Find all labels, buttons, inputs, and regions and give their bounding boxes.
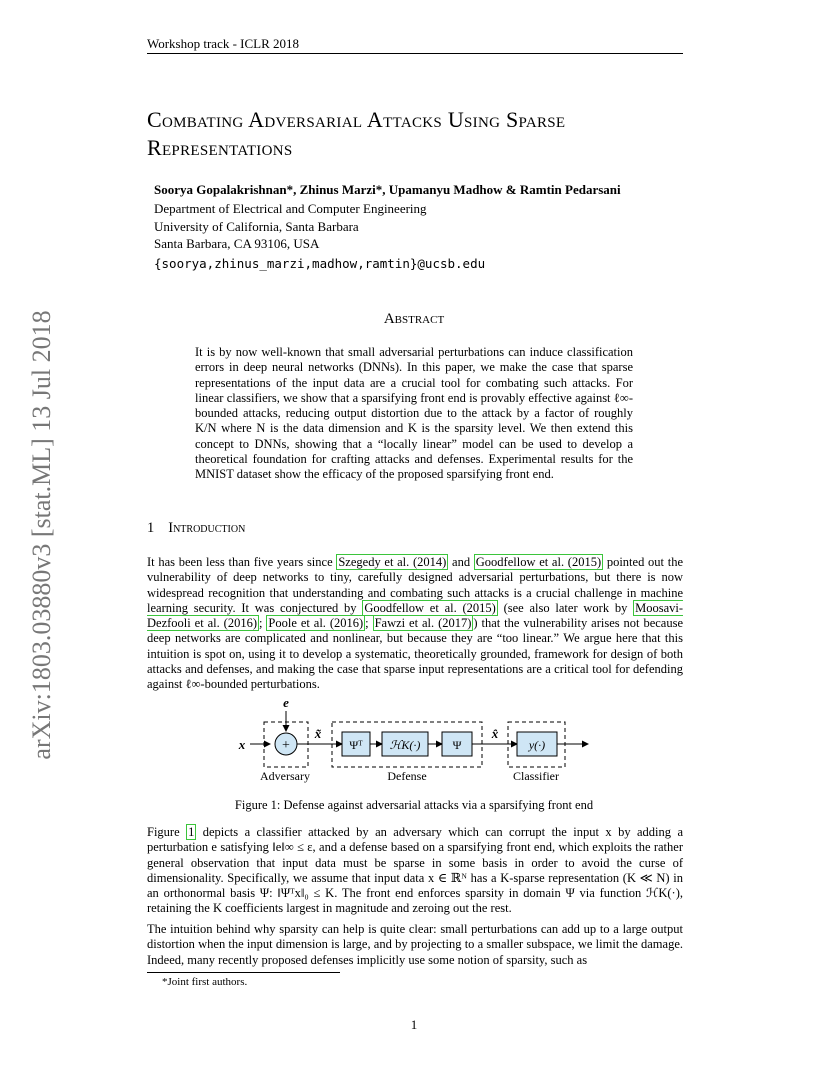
defense-label: Defense — [387, 769, 427, 783]
hk-label: ℋK(·) — [389, 738, 421, 752]
citation-link[interactable]: Szegedy et al. (2014) — [338, 555, 447, 569]
classifier-fn-label: y(·) — [528, 738, 546, 752]
address: Santa Barbara, CA 93106, USA — [154, 236, 320, 251]
abstract-text: It is by now well-known that small adversarial perturbations can induce classification errors in deep neural networks (DNNs). In this paper, we make the case that sparse representations of the input data are a crucial tool for combating such attacks. For linear classifiers, we show that a sparsifying front end is provably effective against ℓ∞-bounded attacks, reducing output distortion due to the attack by a factor of roughly K/N where N is the data dimension and K is the sparsity level. We then extend this concept to DNNs, showing that a “locally linear” model can be used to develop a theoretical foundation for crafting attacks and defenses. Experimental results for the MNIST dataset show the efficacy of the proposed sparsifying front end. — [195, 345, 633, 482]
abstract-heading: Abstract — [383, 311, 445, 327]
perturbed-input-label: x̃ — [314, 726, 322, 741]
section-heading — [147, 520, 245, 537]
citation-link[interactable]: Moosavi-Dezfooli et al. (2016) — [147, 600, 684, 631]
author-emails: {soorya,zhinus_marzi,madhow,ramtin}@ucsb.edu — [154, 256, 486, 271]
author-names: Soorya Gopalakrishnan*, Zhinus Marzi*, Upamanyu Madhow & Ramtin Pedarsani — [154, 182, 621, 197]
noise-label: e — [283, 695, 289, 710]
figure-caption: Figure 1: Defense against adversarial attacks via a sparsifying front end — [234, 798, 594, 812]
header-rule — [147, 53, 683, 54]
plus-sign: + — [282, 738, 290, 753]
page-number: 1 — [410, 1017, 418, 1032]
footnote-rule — [147, 972, 340, 973]
footnote: *Joint first authors. — [162, 976, 248, 988]
figure-1-diagram — [230, 693, 600, 793]
department: Department of Electrical and Computer Engineering — [154, 201, 427, 216]
psi-transpose-label: Ψᵀ — [349, 738, 363, 752]
title-line-2: Representations — [147, 135, 293, 160]
citation-link[interactable]: Goodfellow et al. (2015) — [364, 600, 496, 615]
intro-paragraph-3: The intuition behind why sparsity can help is quite clear: small perturbations can add up to a large output distortion when the input dimension is large, and by projecting to a smaller subspace, we limit the damage. Indeed, many recently proposed defenses implicitly use some notion of sparsity, such as — [147, 922, 683, 967]
paper-title — [147, 106, 707, 162]
arxiv-sidebar — [22, 290, 62, 780]
citation-link[interactable]: Poole et al. (2016) — [268, 616, 364, 631]
input-label: x — [238, 737, 246, 752]
section-title: Introduction — [168, 520, 246, 536]
figure-ref-link[interactable]: 1 — [188, 825, 195, 839]
adversary-label: Adversary — [260, 769, 310, 783]
intro-paragraph-2: Figure 1 depicts a classifier attacked by an adversary which can corrupt the input x by adding a perturbation e satisfying ‖e‖∞ ≤ ε, and a defense based on a sparsifying front end, which exploits the rather general observation that input data must be sparse in some basis in order to avoid the curse of dimensionality. Specifically, we assume that input data x ∈ ℝᴺ has a K-sparse representation (K ≪ N) in an orthonormal basis Ψ: ‖Ψᵀx‖₀ ≤ K. The front end enforces sparsity in domain Ψ via function ℋK(·), retaining the K coefficients largest in magnitude and zeroing out the rest. — [147, 825, 683, 916]
affiliation — [154, 200, 427, 253]
section-number: 1 — [147, 520, 155, 536]
citation-link[interactable]: Fawzi et al. (2017) — [374, 616, 472, 631]
citation-link[interactable]: Goodfellow et al. (2015) — [475, 555, 602, 569]
psi-label: Ψ — [452, 738, 462, 752]
university: University of California, Santa Barbara — [154, 218, 359, 234]
title-line-1: Combating Adversarial Attacks Using Sparse — [147, 107, 566, 132]
intro-paragraph-1: It has been less than five years since Szegedy et al. (2014) and Goodfellow et al. (2015) pointed out the vulnerability of deep networks to tiny, carefully designed adversarial perturbations, but there is now widespread recognition that understanding and combating such attacks is a crucial challenge in machine learning security. It was conjectured by Goodfellow et al. (2015) (see also later work by Moosavi-Dezfooli et al. (2016) ; Poole et al. (2016) ; Fawzi et al. (2017) ) that the vulnerability arises not because deep networks are complicated and nonlinear, but because they are “too linear.” We argue here that this intuition is spot on, using it to develop a systematic, theoretically grounded, framework for design of both attacks and defenses, and making the case that sparse input representations are a critical tool for defending against ℓ∞-bounded perturbations. — [147, 555, 684, 692]
reconstructed-label: x̂ — [491, 726, 499, 741]
running-header: Workshop track - ICLR 2018 — [147, 36, 300, 51]
arxiv-id: arXiv:1803.03880v3 [stat.ML] 13 Jul 2018 — [27, 310, 56, 760]
classifier-label: Classifier — [513, 769, 559, 783]
